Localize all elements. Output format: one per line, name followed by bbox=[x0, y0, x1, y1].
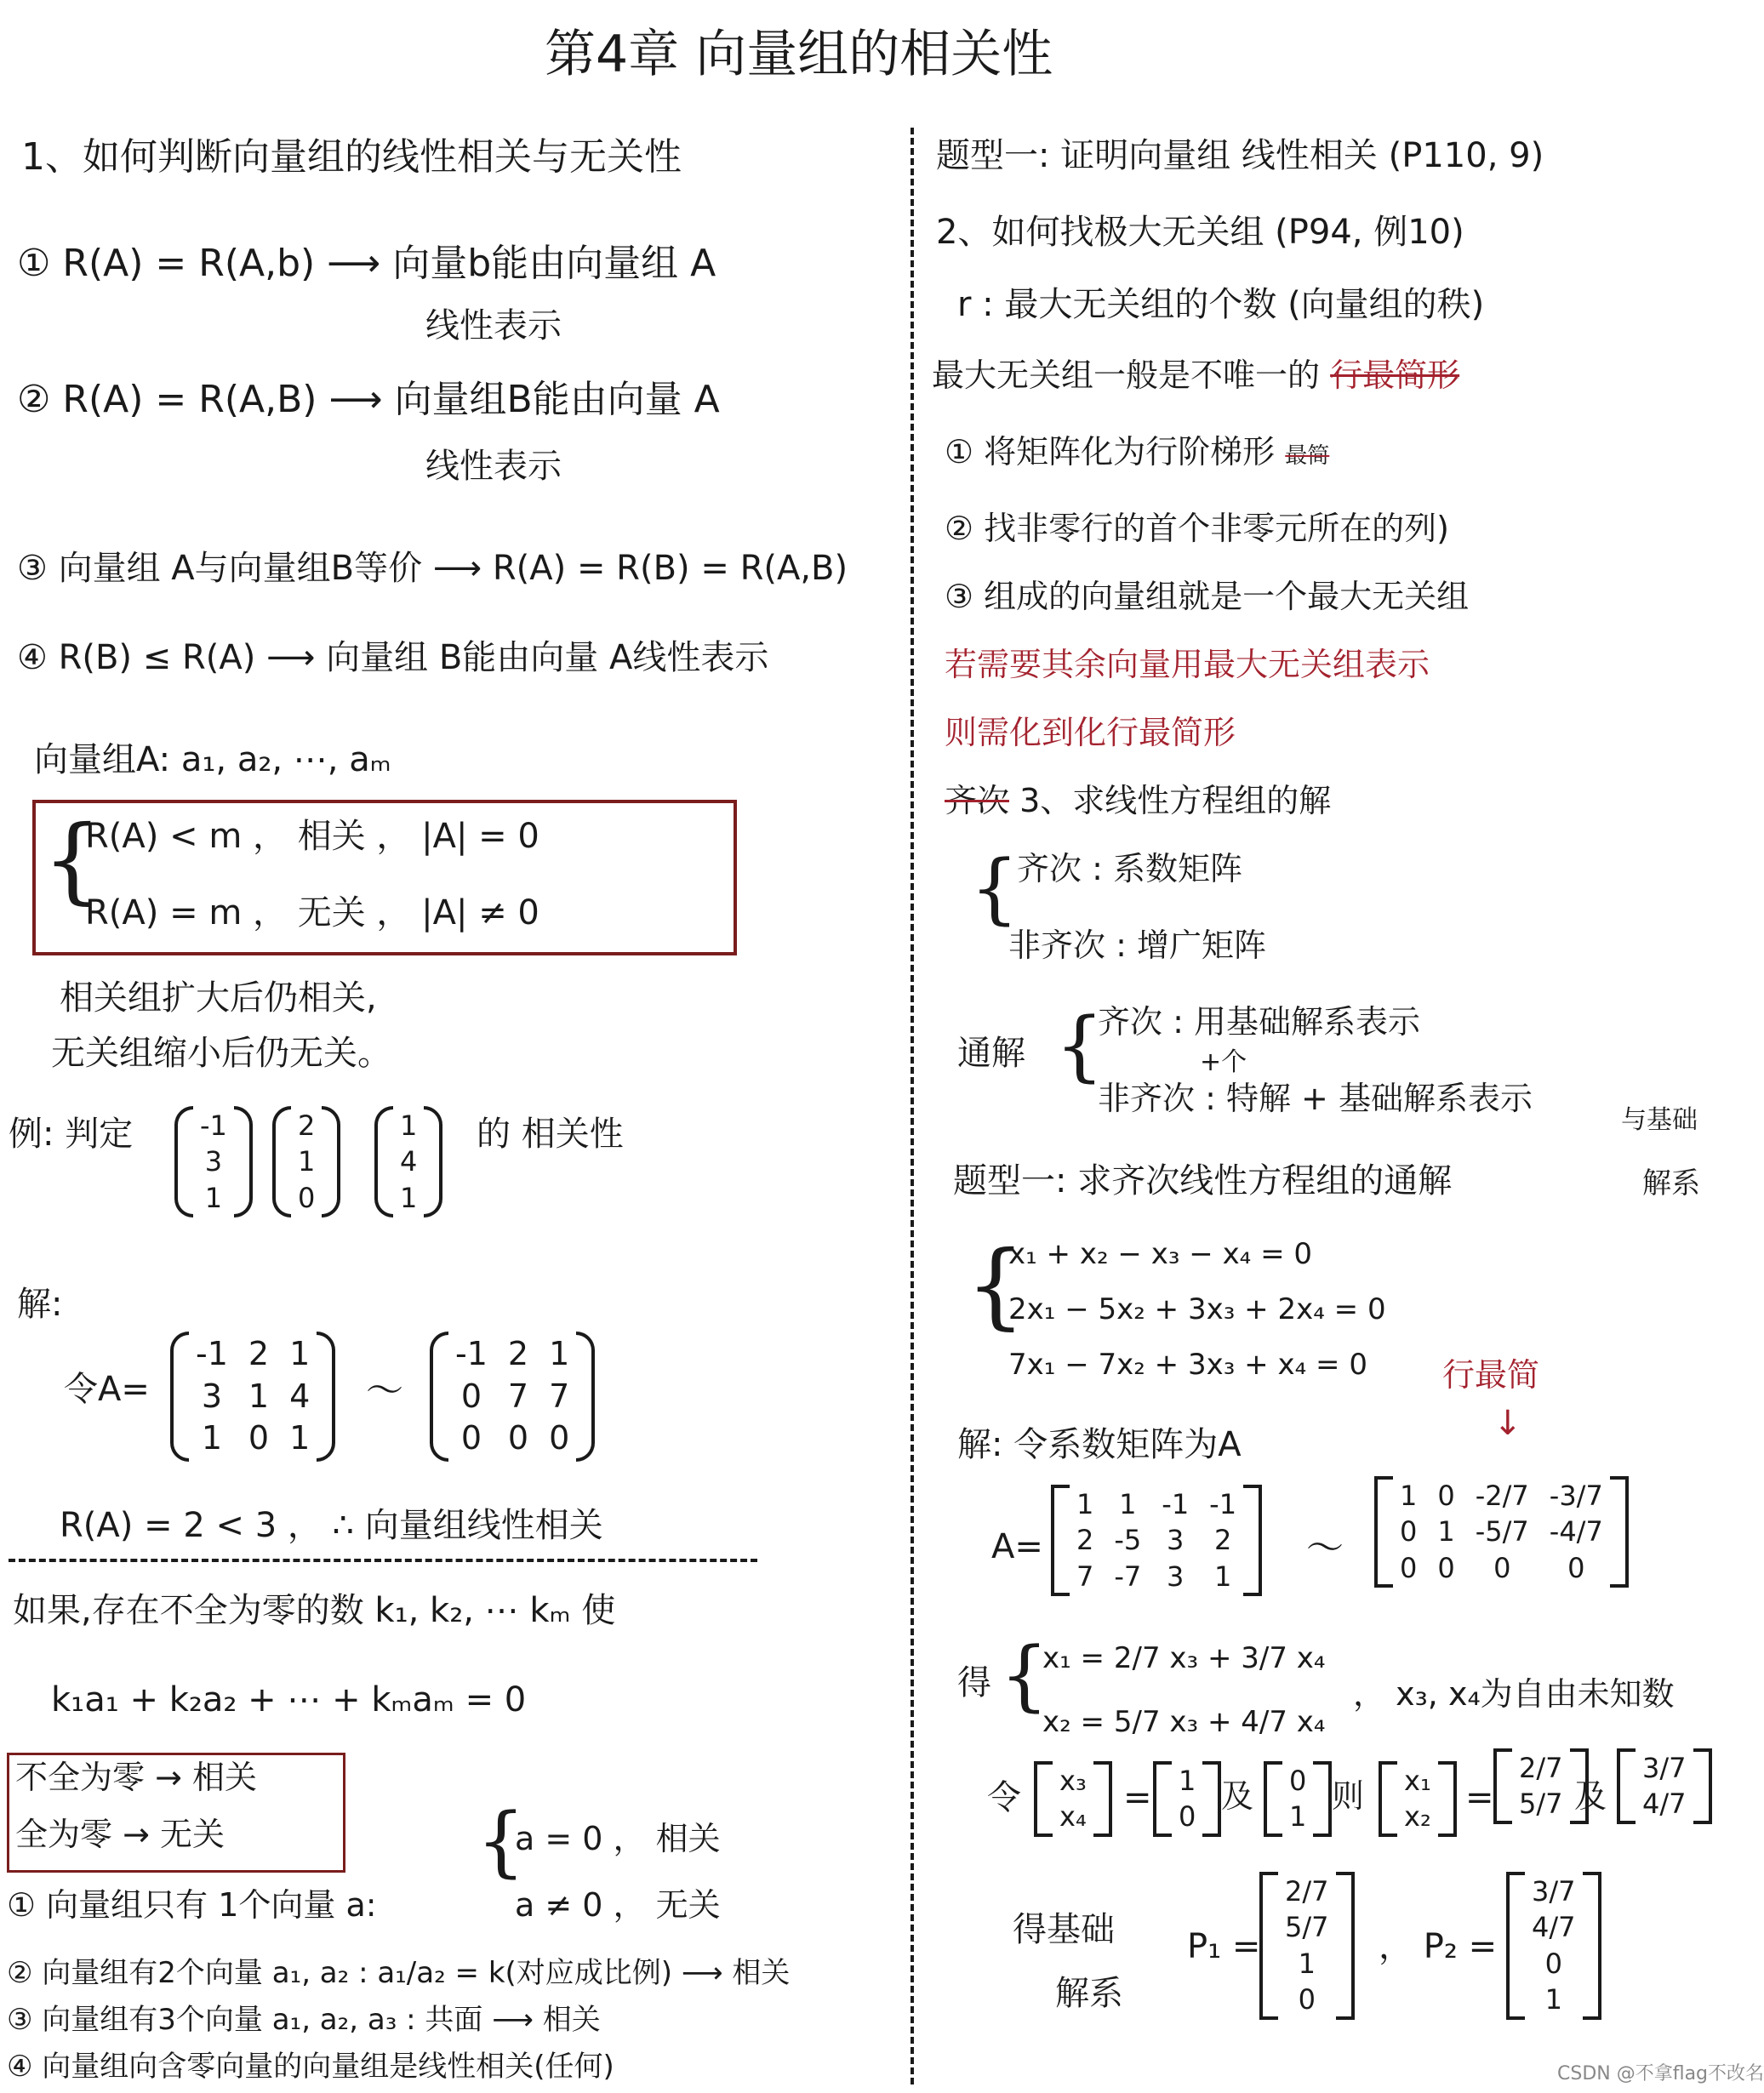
nonhomogeneous-matrix: 非齐次 : 增广矩阵 bbox=[1008, 927, 1266, 964]
matrix-entry: 4 bbox=[400, 1145, 418, 1178]
section-3-heading bbox=[945, 783, 1331, 820]
let-a-label: 令A= bbox=[64, 1370, 150, 1409]
matrix-entry: 5/7 bbox=[1285, 1911, 1329, 1944]
vector-x12 bbox=[1379, 1761, 1457, 1837]
matrix-entry: 3/7 bbox=[1642, 1752, 1687, 1784]
one-vector-case-zero: a = 0 ， 相关 bbox=[515, 1820, 721, 1857]
one-vector-brace: { bbox=[477, 1797, 526, 1886]
matrix-entry: 7 bbox=[507, 1377, 529, 1415]
matrix-entry: 2 bbox=[1213, 1524, 1232, 1557]
free-variables-note: ， x₃, x₄为自由未知数 bbox=[1353, 1675, 1675, 1713]
let-label: 令 bbox=[987, 1778, 1021, 1817]
matrix-entry: 4/7 bbox=[1642, 1788, 1687, 1821]
matrix-entry: -7 bbox=[1114, 1560, 1142, 1593]
equation-system-brace: { bbox=[966, 1230, 1025, 1339]
vector-e1 bbox=[1153, 1761, 1221, 1837]
not-unique-note bbox=[932, 357, 1459, 395]
matrix-entry: -2/7 bbox=[1475, 1480, 1529, 1512]
extension-rule: 相关组扩大后仍相关, bbox=[60, 978, 377, 1018]
vector-e2 bbox=[1264, 1761, 1332, 1837]
general-nonhomogeneous: 非齐次 : 特解 + 基础解系表示 bbox=[1098, 1080, 1533, 1117]
matrix-entry: 1 bbox=[1076, 1488, 1094, 1520]
problem-type-2-note-a: 与基础 bbox=[1621, 1105, 1698, 1135]
rule-4: ④ R(B) ≤ R(A) ⟶ 向量组 B能由向量 A线性表示 bbox=[17, 638, 769, 677]
matrix-entry: 4 bbox=[289, 1377, 311, 1415]
matrix-entry: 4/7 bbox=[1532, 1911, 1576, 1944]
not-unique-strikeout: 行最简形 bbox=[1330, 356, 1460, 394]
matrix-entry: 0 bbox=[1179, 1800, 1196, 1834]
matrix-entry: 0 bbox=[1289, 1765, 1307, 1797]
matrix-a-label: A= bbox=[991, 1527, 1043, 1566]
solution-line: 解: 令系数矩阵为A bbox=[957, 1425, 1242, 1464]
matrix-entry: 0 bbox=[1400, 1515, 1418, 1548]
rref-equivalence-sign: ～ bbox=[1306, 1526, 1344, 1570]
general-solution-brace: { bbox=[1055, 1001, 1105, 1091]
vector-s2 bbox=[1617, 1748, 1712, 1824]
matrix-entry: 2/7 bbox=[1519, 1752, 1563, 1784]
left-divider bbox=[9, 1559, 757, 1562]
matrix-type-brace: { bbox=[970, 844, 1019, 933]
definition-line-1: 如果,存在不全为零的数 k₁, k₂, ⋯ kₘ 使 bbox=[13, 1591, 616, 1630]
matrix-entry: 1 bbox=[1544, 1983, 1562, 2016]
matrix-entry: 1 bbox=[1119, 1488, 1137, 1520]
matrix-entry: 1 bbox=[1213, 1560, 1232, 1593]
matrix-entry: 2 bbox=[248, 1335, 270, 1372]
matrix-entry: x₃ bbox=[1059, 1765, 1087, 1797]
basis-label-a: 得基础 bbox=[1013, 1910, 1115, 1949]
rref-note: 行最简 bbox=[1442, 1356, 1540, 1394]
p2-label: ， P₂ = bbox=[1379, 1927, 1498, 1966]
matrix-entry: 1 bbox=[289, 1419, 311, 1457]
matrix-entry: 1 bbox=[1179, 1765, 1196, 1797]
equation-2: 2x₁ − 5x₂ + 3x₃ + 2x₄ = 0 bbox=[1008, 1292, 1386, 1326]
matrix-entry: 1 bbox=[1289, 1800, 1307, 1834]
matrix-entry: 1 bbox=[289, 1335, 311, 1372]
and-label-1: 及 bbox=[1221, 1777, 1254, 1815]
matrix-entry: 0 bbox=[298, 1181, 316, 1214]
equation-1: x₁ + x₂ − x₃ − x₄ = 0 bbox=[1008, 1237, 1313, 1271]
matrix-entry: 1 bbox=[201, 1419, 223, 1457]
two-vector-rule: ② 向量组有2个向量 a₁, a₂ : a₁/a₂ = k(对应成比例) ⟶ 相关 bbox=[7, 1956, 791, 1990]
general-solution-label: 通解 bbox=[957, 1034, 1025, 1073]
rank-cases-brace: { bbox=[43, 805, 102, 914]
rule-1-line-b: 线性表示 bbox=[425, 306, 562, 345]
matrix-entry: 0 bbox=[1400, 1551, 1418, 1584]
matrix-entry: 1 bbox=[248, 1377, 270, 1415]
section-3-text: 3、求线性方程组的解 bbox=[1019, 782, 1332, 819]
definition-line-2: k₁a₁ + k₂a₂ + ⋯ + kₘaₘ = 0 bbox=[51, 1680, 527, 1719]
matrix-entry: -4/7 bbox=[1549, 1515, 1603, 1548]
matrix-entry: 3 bbox=[1167, 1560, 1185, 1593]
one-vector-rule: ① 向量组只有 1个向量 a: bbox=[7, 1886, 377, 1924]
matrix-entry: -3/7 bbox=[1549, 1480, 1603, 1512]
general-insert-note: +个 bbox=[1200, 1047, 1247, 1077]
problem-type-2-note-b: 解系 bbox=[1642, 1166, 1700, 1200]
solution-label: 解: bbox=[17, 1285, 63, 1324]
matrix-entry: 2 bbox=[1076, 1524, 1094, 1557]
matrix-entry: 1 bbox=[400, 1181, 418, 1214]
matrix-entry: 1 bbox=[1400, 1480, 1418, 1512]
and-label-2: 及 bbox=[1574, 1777, 1607, 1815]
matrix-entry: 5/7 bbox=[1519, 1788, 1563, 1821]
step-1 bbox=[945, 434, 1329, 471]
matrix-entry: -1 bbox=[455, 1335, 488, 1372]
one-vector-case-nonzero: a ≠ 0 ， 无关 bbox=[515, 1886, 721, 1924]
step-3: ③ 组成的向量组就是一个最大无关组 bbox=[945, 578, 1470, 615]
matrix-a bbox=[170, 1332, 335, 1462]
reduction-rule: 无关组缩小后仍无关。 bbox=[51, 1034, 391, 1073]
matrix-entry: 0 bbox=[549, 1419, 570, 1457]
step-2: ② 找非零行的首个非零元所在的列) bbox=[945, 510, 1449, 547]
problem-type-2: 题型一: 求齐次线性方程组的通解 bbox=[953, 1161, 1453, 1200]
matrix-entry: 3 bbox=[201, 1377, 223, 1415]
matrix-entry: 0 bbox=[460, 1377, 482, 1415]
three-vector-rule: ③ 向量组有3个向量 a₁, a₂, a₃ : 共面 ⟶ 相关 bbox=[7, 2003, 601, 2037]
matrix-entry: -5/7 bbox=[1475, 1515, 1529, 1548]
matrix-entry: x₂ bbox=[1404, 1800, 1431, 1834]
rule-1-line-a: ① R(A) = R(A,b) ⟶ 向量b能由向量组 A bbox=[17, 242, 716, 285]
matrix-entry: 3 bbox=[1167, 1524, 1185, 1557]
basis-label-b: 解系 bbox=[1055, 1974, 1123, 2013]
matrix-entry: -1 bbox=[196, 1335, 228, 1372]
example-tail: 的 相关性 bbox=[477, 1115, 624, 1154]
section-2-heading: 2、如何找极大无关组 (P94, 例10) bbox=[936, 213, 1464, 252]
column-divider bbox=[911, 128, 914, 2084]
matrix-entry: 1 bbox=[1298, 1947, 1316, 1980]
equation-3: 7x₁ − 7x₂ + 3x₃ + x₄ = 0 bbox=[1008, 1348, 1367, 1382]
section-3-strikeout: 齐次 bbox=[945, 782, 1010, 819]
matrix-entry: 0 bbox=[1298, 1983, 1316, 2016]
example-conclusion: R(A) = 2 < 3 ， ∴ 向量组线性相关 bbox=[60, 1506, 603, 1545]
not-all-zero-rule: 不全为零 → 相关 bbox=[15, 1759, 257, 1796]
rref-matrix bbox=[1374, 1476, 1629, 1588]
rank-definition: r : 最大无关组的个数 (向量组的秩) bbox=[957, 285, 1485, 324]
get-label: 得 bbox=[957, 1663, 991, 1702]
problem-type-1: 题型一: 证明向量组 线性相关 (P110, 9) bbox=[936, 136, 1544, 175]
coefficient-matrix bbox=[1051, 1485, 1262, 1596]
matrix-entry: 3/7 bbox=[1532, 1875, 1576, 1908]
matrix-entry: 1 bbox=[549, 1335, 570, 1372]
matrix-entry: 0 bbox=[1493, 1551, 1511, 1584]
vector-group-definition: 向量组A: a₁, a₂, ⋯, aₘ bbox=[34, 740, 391, 779]
matrix-entry: -1 bbox=[1162, 1488, 1190, 1520]
equals-sign-2: = bbox=[1465, 1778, 1494, 1817]
section-1-heading: 1、如何判断向量组的线性相关与无关性 bbox=[21, 135, 682, 179]
red-note-line-1: 若需要其余向量用最大无关组表示 bbox=[945, 646, 1430, 683]
matrix-entry: 0 bbox=[248, 1419, 270, 1457]
matrix-a-reduced bbox=[430, 1332, 595, 1462]
then-label: 则 bbox=[1332, 1777, 1365, 1815]
matrix-entry: 1 bbox=[204, 1181, 223, 1214]
basis-vector-p1 bbox=[1259, 1872, 1355, 2020]
solution-x1: x₁ = 2/7 x₃ + 3/7 x₄ bbox=[1042, 1641, 1326, 1675]
matrix-entry: 2/7 bbox=[1285, 1875, 1329, 1908]
homogeneous-matrix: 齐次 : 系数矩阵 bbox=[1017, 850, 1242, 887]
rank-case-independent: R(A) = m ， 无关 ， |A| ≠ 0 bbox=[85, 893, 539, 932]
matrix-entry: 0 bbox=[1437, 1551, 1455, 1584]
matrix-entry: -1 bbox=[200, 1109, 227, 1142]
matrix-entry: 2 bbox=[507, 1335, 529, 1372]
zero-vector-rule: ④ 向量组向含零向量的向量组是线性相关(任何) bbox=[7, 2050, 614, 2084]
solution-x2: x₂ = 5/7 x₃ + 4/7 x₄ bbox=[1042, 1705, 1326, 1739]
matrix-entry: 0 bbox=[507, 1419, 529, 1457]
all-zero-rule: 全为零 → 无关 bbox=[15, 1816, 225, 1853]
row-equivalence-sign: ～ bbox=[366, 1369, 403, 1412]
rule-3: ③ 向量组 A与向量组B等价 ⟶ R(A) = R(B) = R(A,B) bbox=[17, 549, 848, 588]
example-vector-1 bbox=[174, 1106, 253, 1218]
matrix-entry: 0 bbox=[1437, 1480, 1455, 1512]
step-1-text: ① 将矩阵化为行阶梯形 bbox=[945, 433, 1276, 470]
example-vector-2 bbox=[272, 1106, 340, 1218]
matrix-entry: 1 bbox=[400, 1109, 418, 1142]
matrix-entry: 1 bbox=[1437, 1515, 1455, 1548]
matrix-entry: 0 bbox=[1544, 1947, 1562, 1980]
basis-vector-p2 bbox=[1506, 1872, 1601, 2020]
page-title: 第4章 向量组的相关性 bbox=[545, 25, 1053, 84]
matrix-entry: 1 bbox=[298, 1145, 316, 1178]
watermark: CSDN @不拿flag不改名 bbox=[1557, 2063, 1764, 2084]
red-note-line-2: 则需化到化行最简形 bbox=[945, 714, 1236, 751]
matrix-entry: 7 bbox=[549, 1377, 570, 1415]
solution-brace: { bbox=[1000, 1631, 1049, 1720]
matrix-entry: 7 bbox=[1076, 1560, 1094, 1593]
matrix-entry: -5 bbox=[1114, 1524, 1142, 1557]
matrix-entry: 3 bbox=[204, 1145, 223, 1178]
rref-arrow: ↓ bbox=[1493, 1404, 1522, 1443]
step-1-strikeout: 最简 bbox=[1285, 443, 1330, 469]
matrix-entry: x₄ bbox=[1059, 1800, 1087, 1834]
matrix-entry: 0 bbox=[1567, 1551, 1585, 1584]
matrix-entry: -1 bbox=[1209, 1488, 1237, 1520]
rule-2-line-b: 线性表示 bbox=[425, 447, 562, 486]
example-vector-3 bbox=[374, 1106, 442, 1218]
rank-case-dependent: R(A) < m ， 相关 ， |A| = 0 bbox=[85, 817, 539, 856]
example-label: 例: 判定 bbox=[9, 1115, 134, 1154]
vector-x34 bbox=[1034, 1761, 1112, 1837]
rule-2-line-a: ② R(A) = R(A,B) ⟶ 向量组B能由向量 A bbox=[17, 378, 720, 421]
not-unique-text: 最大无关组一般是不唯一的 bbox=[932, 356, 1321, 394]
matrix-entry: x₁ bbox=[1404, 1765, 1431, 1797]
matrix-entry: 2 bbox=[298, 1109, 316, 1142]
equals-sign-1: = bbox=[1123, 1778, 1152, 1817]
matrix-entry: 0 bbox=[460, 1419, 482, 1457]
general-homogeneous: 齐次 : 用基础解系表示 bbox=[1098, 1003, 1420, 1041]
p1-label: P₁ = bbox=[1187, 1927, 1261, 1966]
